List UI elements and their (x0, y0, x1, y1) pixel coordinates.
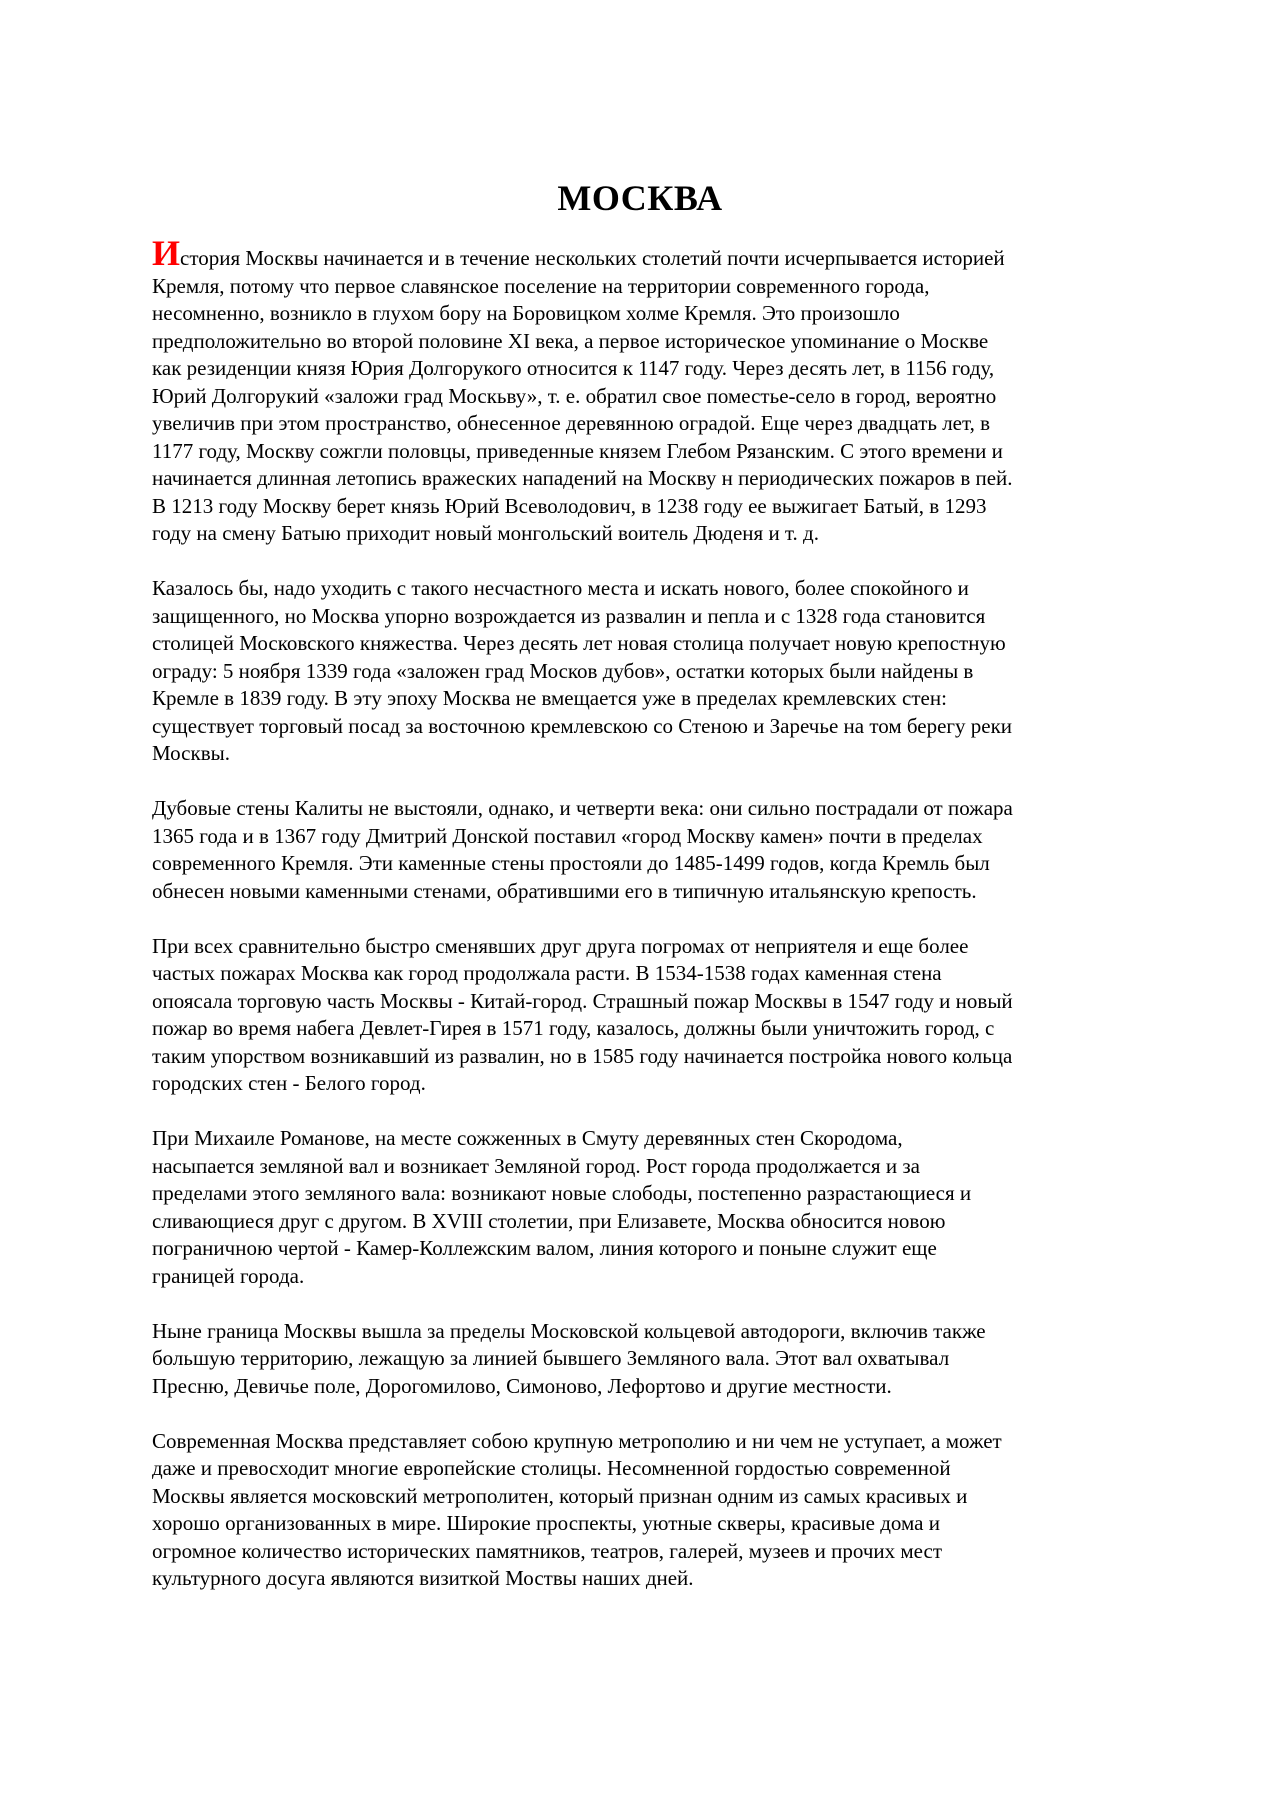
text-line (152, 658, 1152, 686)
text-line (152, 1263, 1152, 1291)
text-line-content: насыпается земляной вал и возникает Земляной город. Рост города продолжается и за (152, 1153, 920, 1178)
text-line-content: опоясала торговую часть Москвы - Китай-город. Страшный пожар Москвы в 1547 году и новый (152, 988, 1013, 1013)
text-line (152, 603, 1152, 631)
text-line-content: большую территорию, лежащую за линией бывшего Земляного вала. Этот вал охватывал (152, 1346, 950, 1370)
paragraph (152, 1125, 1152, 1290)
text-line-content: Современная Москва представляет собою крупную метрополию и ни чем не уступает, а может (152, 1428, 1002, 1453)
text-line (152, 933, 1152, 961)
text-line (152, 233, 1152, 273)
text-line-content: 1177 году, Москву сожгли половцы, приведенные князем Глебом Рязанским. С этого времени и (152, 438, 1003, 463)
text-line-content: стория Москвы начинается и в течение нескольких столетий почти исчерпывается историей (180, 246, 1005, 270)
text-line-content: ограду: 5 ноября 1339 года «заложен град Москов дубов», остатки которых были найдены в (152, 658, 974, 683)
text-line-content: культурного досуга являются визиткой Моствы наших дней. (152, 1566, 694, 1590)
text-line (152, 575, 1152, 603)
paragraph (152, 233, 1152, 548)
document-body (152, 233, 1152, 1620)
text-line-content: обнесен новыми каменными стенами, обратившими его в типичную итальянскую крепость. (152, 878, 977, 903)
text-line (152, 493, 1152, 521)
text-line (152, 328, 1152, 356)
text-line-content: Пресню, Девичье поле, Дорогомилово, Симоново, Лефортово и другие местности. (152, 1373, 892, 1398)
text-line-content: современного Кремля. Эти каменные стены простояли до 1485-1499 годов, когда Кремль был (152, 851, 990, 875)
text-line-content: начинается длинная летопись вражеских нападений на Москву н периодических пожаров в пей. (152, 466, 1013, 490)
text-line (152, 988, 1152, 1016)
paragraph (152, 795, 1152, 905)
paragraph (152, 575, 1152, 768)
text-line-content: как резиденции князя Юрия Долгорукого относится к 1147 году. Через десять лет, в 1156 году, (152, 356, 995, 380)
text-line (152, 795, 1152, 823)
text-line-content: пожар во время набега Девлет-Гирея в 1571 году, казалось, должны были уничтожить город, с (152, 1016, 995, 1040)
text-line-content: Кремле в 1839 году. В эту эпоху Москва не вмещается уже в пределах кремлевских стен: (152, 686, 947, 710)
text-line (152, 1510, 1152, 1538)
page-title: МОСКВА (557, 178, 723, 219)
text-line-content: Дубовые стены Калиты не выстояли, однако, и четверти века: они сильно пострадали от пожара (152, 796, 1013, 820)
text-line (152, 1318, 1152, 1346)
text-line-content: сливающиеся друг с другом. В XVIII столетии, при Елизавете, Москва обносится новою (152, 1208, 946, 1233)
text-line (152, 1153, 1152, 1181)
paragraph (152, 1428, 1152, 1593)
text-line (152, 465, 1152, 493)
text-line (152, 1070, 1152, 1098)
text-line (152, 740, 1152, 768)
text-line-content: Казалось бы, надо уходить с такого несчастного места и искать нового, более спокойного и (152, 576, 969, 600)
text-line (152, 1455, 1152, 1483)
text-line (152, 1043, 1152, 1071)
text-line (152, 383, 1152, 411)
text-line (152, 685, 1152, 713)
text-line-content: пределами этого земляного вала: возникают новые слободы, постепенно разрастающиеся и (152, 1181, 972, 1205)
text-line (152, 1483, 1152, 1511)
text-line-content: Юрий Долгорукий «заложи град Москьву», т. е. обратил свое поместье-село в город, вероятно (152, 383, 997, 408)
text-line (152, 878, 1152, 906)
text-line-content: столицей Московского княжества. Через десять лет новая столица получает новую крепостную (152, 631, 1006, 655)
text-line-content: защищенного, но Москва упорно возрождается из развалин и пепла и с 1328 года становится (152, 603, 986, 628)
text-line-content: Москвы является московский метрополитен, который признан одним из самых красивых и (152, 1483, 968, 1508)
text-line (152, 1373, 1152, 1401)
text-line (152, 355, 1152, 383)
text-line-content: несомненно, возникло в глухом бору на Боровицком холме Кремля. Это произошло (152, 301, 900, 325)
text-line (152, 1208, 1152, 1236)
text-line (152, 1125, 1152, 1153)
text-line (152, 1235, 1152, 1263)
text-line-content: Кремля, потому что первое славянское поселение на территории современного города, (152, 273, 930, 298)
text-line-content: даже и превосходит многие европейские столицы. Несомненной гордостью современной (152, 1456, 951, 1480)
text-line (152, 410, 1152, 438)
paragraph (152, 1318, 1152, 1401)
text-line-content: Ныне граница Москвы вышла за пределы Московской кольцевой автодороги, включив также (152, 1318, 986, 1343)
text-line (152, 1180, 1152, 1208)
text-line-content: пограничною чертой - Камер-Коллежским валом, линия которого и поныне служит еще (152, 1236, 937, 1260)
text-line-content: В 1213 году Москву берет князь Юрий Всеволодович, в 1238 году ее выжигает Батый, в 1293 (152, 493, 987, 518)
text-line-content: огромное количество исторических памятников, театров, галерей, музеев и прочих мест (152, 1538, 943, 1563)
drop-cap-letter: И (152, 233, 181, 273)
text-line (152, 1345, 1152, 1373)
text-line (152, 1015, 1152, 1043)
text-line-content: 1365 года и в 1367 году Дмитрий Донской поставил «город Москву камен» почти в пределах (152, 823, 983, 848)
text-line-content: предположительно во второй половине XI века, а первое историческое упоминание о Москве (152, 328, 989, 353)
text-line (152, 713, 1152, 741)
text-line (152, 300, 1152, 328)
text-line-content: таким упорством возникавший из развалин, но в 1585 году начинается постройка нового кольца (152, 1043, 1013, 1068)
text-line-content: При Михаиле Романове, на месте сожженных в Смуту деревянных стен Скородома, (152, 1126, 903, 1150)
text-line (152, 1565, 1152, 1593)
paragraph (152, 933, 1152, 1098)
text-line-content: существует торговый посад за восточною кремлевскою со Стеною и Заречье на том берегу реки (152, 713, 1013, 738)
text-line (152, 1428, 1152, 1456)
text-line (152, 520, 1152, 548)
text-line (152, 960, 1152, 988)
text-line (152, 273, 1152, 301)
text-line-content: хорошо организованных в мире. Широкие проспекты, уютные скверы, красивые дома и (152, 1511, 940, 1535)
text-line-content: городских стен - Белого город. (152, 1071, 426, 1095)
text-line-content: увеличив при этом пространство, обнесенное деревянною оградой. Еще через двадцать лет, в (152, 411, 991, 435)
text-line-content: При всех сравнительно быстро сменявших друг друга погромах от неприятеля и еще более (152, 933, 969, 958)
text-line (152, 823, 1152, 851)
text-line-content: году на смену Батыю приходит новый монгольский воитель Дюденя и т. д. (152, 521, 819, 545)
text-line (152, 438, 1152, 466)
text-line (152, 630, 1152, 658)
text-line-content: Москвы. (152, 741, 230, 765)
text-line (152, 850, 1152, 878)
text-line-content: частых пожарах Москва как город продолжала расти. В 1534-1538 годах каменная стена (152, 961, 942, 985)
text-line-content: границей города. (152, 1263, 305, 1288)
text-line (152, 1538, 1152, 1566)
